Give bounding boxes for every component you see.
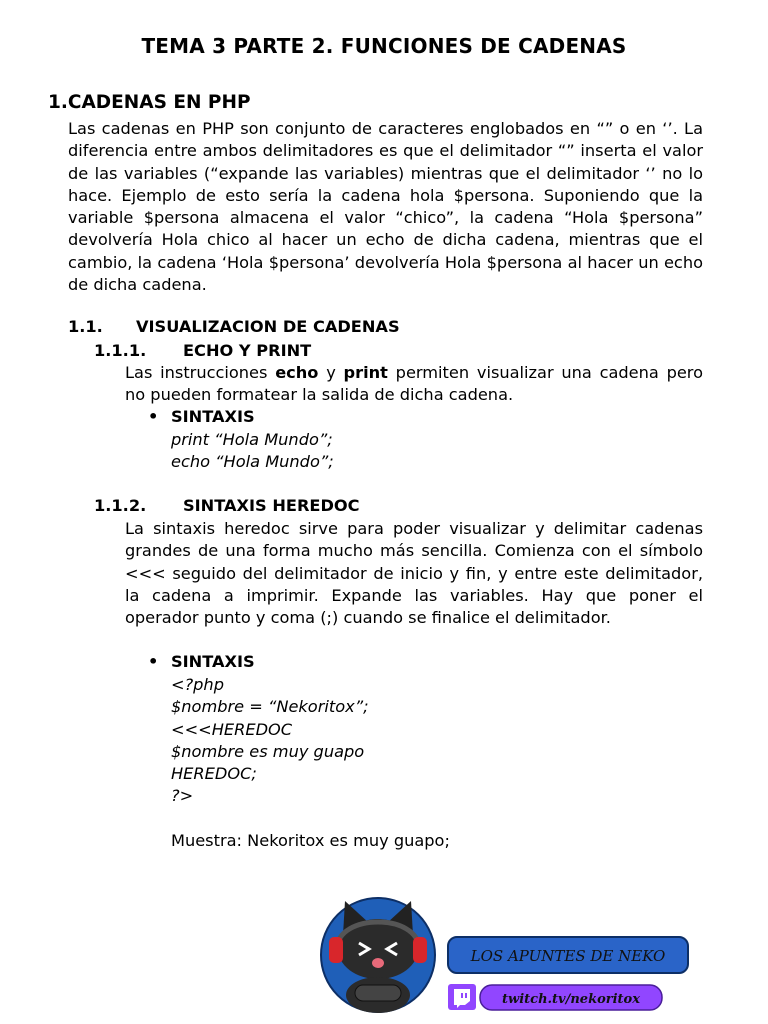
code-line: echo “Hola Mundo”;: [171, 452, 334, 472]
section-1-1-2-heading: [94, 496, 360, 515]
keyword-echo: echo: [275, 363, 319, 382]
section-1-heading: 1.CADENAS EN PHP: [48, 92, 251, 113]
text-run: Las instrucciones: [125, 363, 276, 382]
section-title: VISUALIZACION DE CADENAS: [136, 317, 400, 336]
section-number: 1.1.1.: [94, 341, 147, 360]
code-line: <?php: [171, 675, 224, 694]
section-1-1-1-paragraph: [125, 362, 703, 407]
document-title: TEMA 3 PARTE 2. FUNCIONES DE CADENAS: [141, 34, 627, 58]
section-title: SINTAXIS HEREDOC: [183, 496, 360, 515]
code-line: $nombre es muy guapo: [171, 741, 365, 761]
text-run: permiten visualizar una cadena pero no pueden formatear la salida de dicha cadena.: [125, 363, 704, 405]
code-line: ?>: [171, 786, 194, 806]
section-title: ECHO Y PRINT: [183, 341, 312, 360]
bullet-dot-icon: •: [148, 652, 159, 671]
section-1-1-heading: [68, 317, 400, 336]
twitch-url: twitch.tv/nekoritox: [502, 992, 640, 1007]
code-block-echo-print: [171, 429, 334, 474]
keyword-print: print: [343, 363, 388, 382]
gamepad-icon: [355, 985, 401, 1001]
section-1-1-1-heading: [94, 341, 311, 360]
text-run: y: [318, 363, 344, 382]
code-line: print “Hola Mundo”;: [171, 430, 333, 449]
code-line: <<<HEREDOC: [171, 719, 293, 739]
section-number: 1.1.: [68, 317, 103, 336]
bullet-dot-icon: •: [148, 407, 159, 426]
bullet-sintaxis: [148, 407, 255, 426]
code-line: HEREDOC;: [171, 764, 257, 784]
heredoc-output: Muestra: Nekoritox es muy guapo;: [171, 831, 450, 850]
code-line: $nombre = “Nekoritox”;: [171, 697, 369, 717]
neko-logo: [315, 893, 715, 1017]
section-1-1-2-paragraph: La sintaxis heredoc sirve para poder visualizar y delimitar cadenas grandes de una forma mucho más sencilla. Comienza con el símbolo <<< seguido del delimitador de inicio y fin, y entre este delimitador, la cadena a imprimir. Expande las variables. Hay que poner el operador punto y coma (;) cuando se finalice el delimitador.: [125, 519, 703, 628]
neko-logo-graphic: [315, 893, 715, 1017]
bullet-label: SINTAXIS: [171, 652, 255, 671]
logo-banner-text: LOS APUNTES DE NEKO: [470, 947, 666, 965]
section-number: 1.1.2.: [94, 496, 147, 515]
bullet-sintaxis: [148, 652, 255, 671]
section-1-paragraph: Las cadenas en PHP son conjunto de caracteres englobados en “” o en ‘’. La diferencia entre ambos delimitadores es que el delimitador “” inserta el valor de las variables (“expande las variables) mientras que el delimitador ‘’ no lo hace. Ejemplo de esto sería la cadena hola $persona. Suponiendo que la variable $persona almacena el valor “chico”, la cadena “Hola $persona” devolvería Hola chico al hacer un echo de dicha cadena, mientras que el cambio, la cadena ‘Hola $persona’ devolvería Hola $persona al hacer un echo de dicha cadena.: [68, 119, 703, 295]
code-block-heredoc: [171, 674, 369, 808]
bullet-label: SINTAXIS: [171, 407, 255, 426]
